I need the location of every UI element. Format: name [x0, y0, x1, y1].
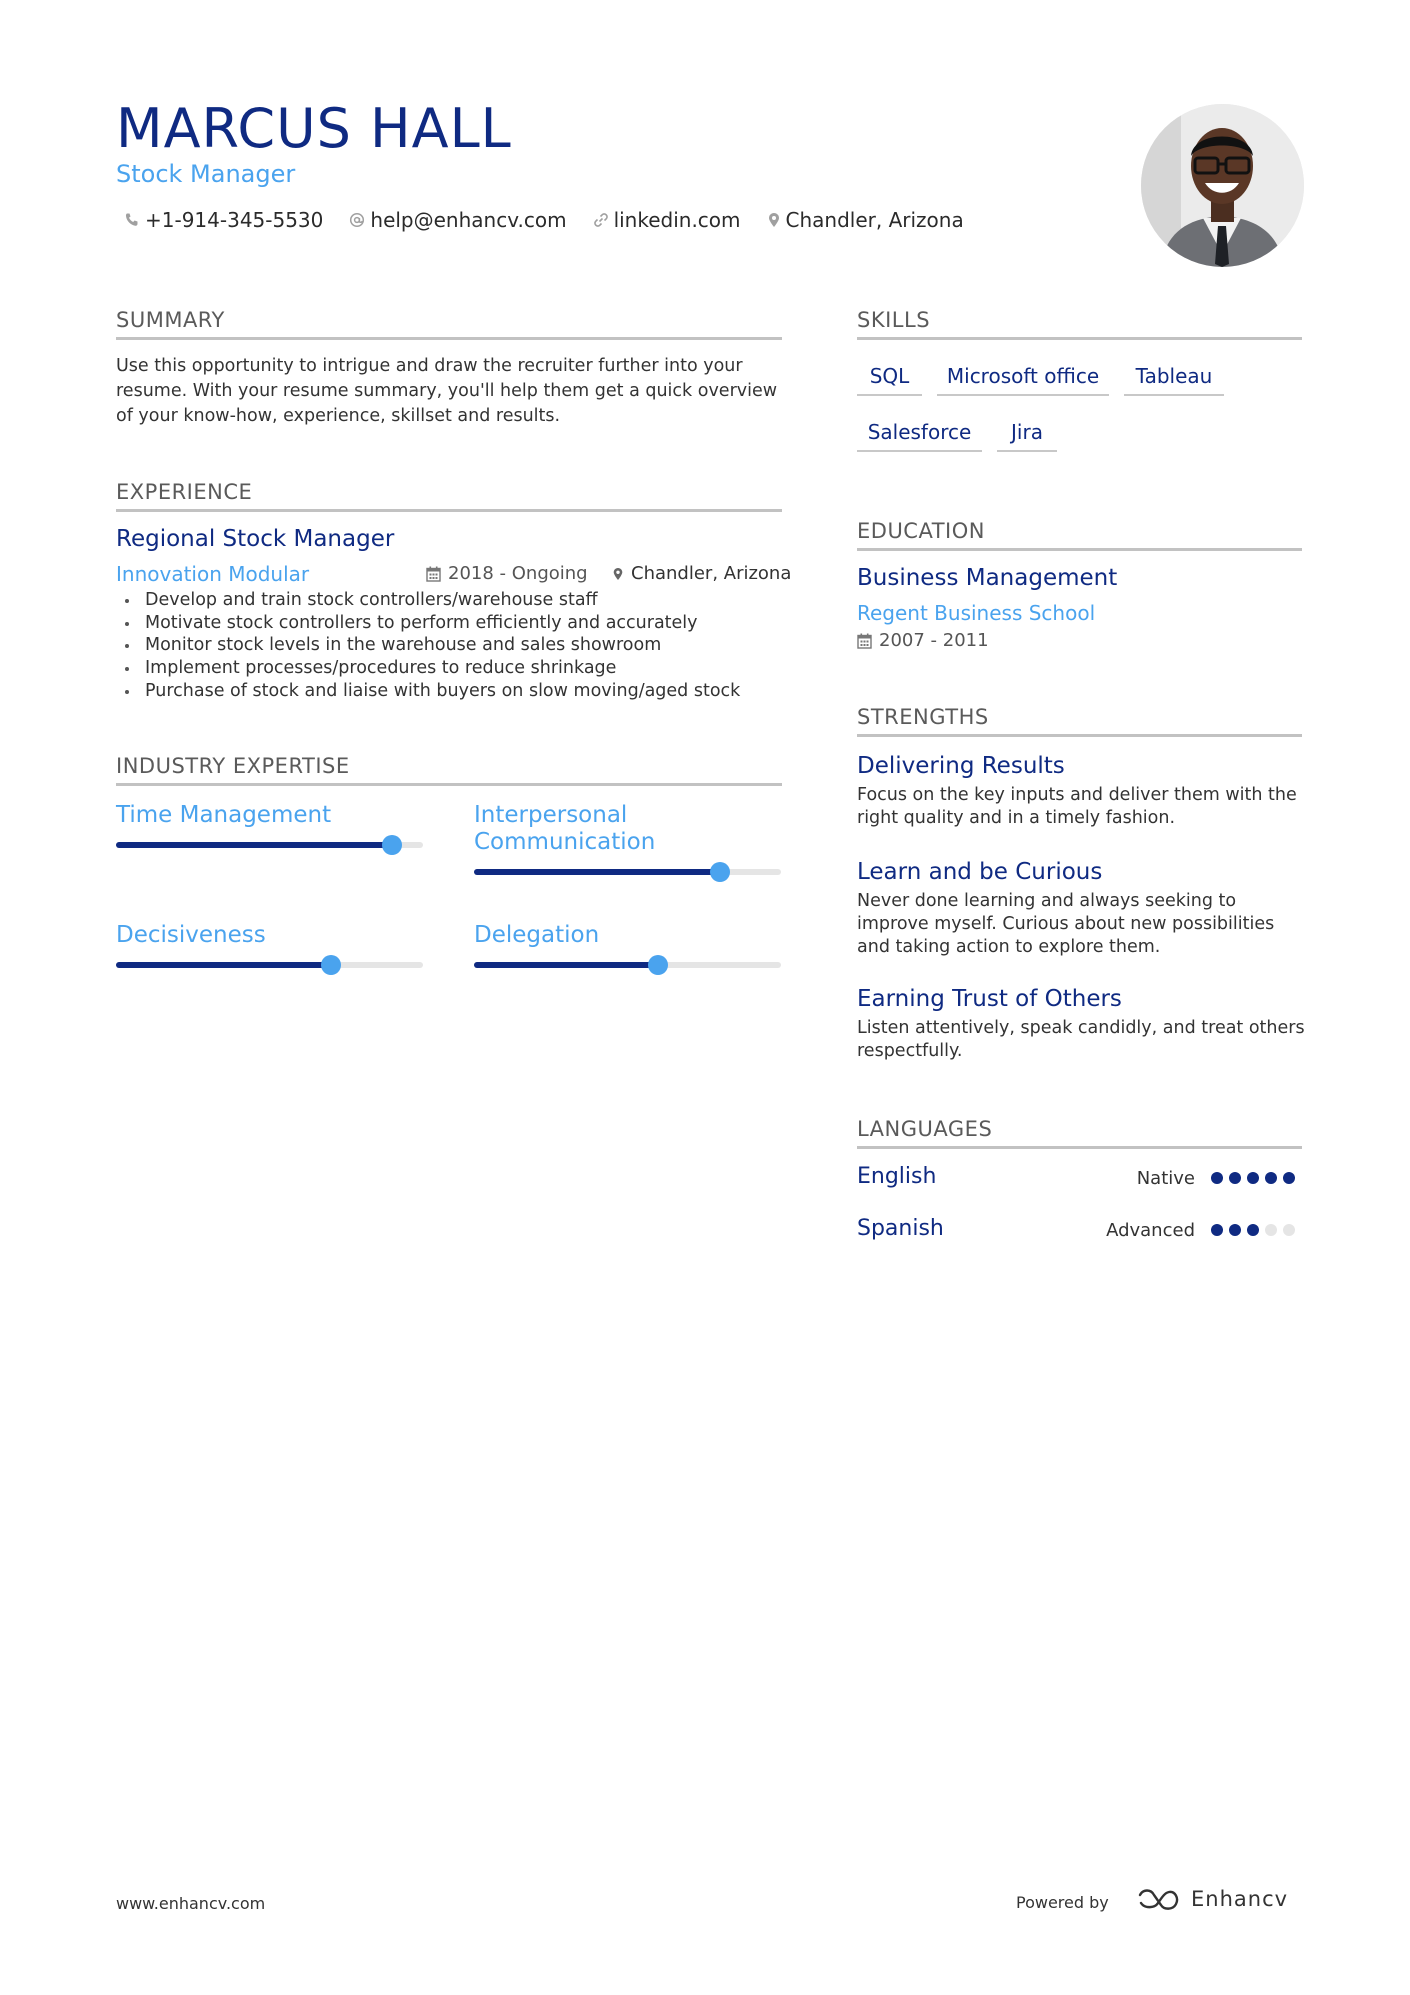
calendar-icon: [857, 633, 872, 649]
proficiency-dot: [1211, 1172, 1223, 1184]
footer-website[interactable]: www.enhancv.com: [116, 1894, 266, 1913]
strength-title: Earning Trust of Others: [857, 986, 1122, 1012]
strength-item: [857, 858, 1307, 959]
expertise-item: [474, 922, 784, 982]
proficiency-dot: [1283, 1224, 1295, 1236]
expertise-track: [474, 962, 781, 968]
expertise-item: [474, 802, 784, 892]
job-title: Stock Manager: [116, 160, 296, 188]
education-school: Regent Business School: [857, 601, 1096, 625]
language-dots: [1211, 1172, 1301, 1184]
expertise-track: [474, 869, 781, 875]
proficiency-dot: [1247, 1172, 1259, 1184]
experience-location: [612, 563, 791, 584]
strength-title: Learn and be Curious: [857, 859, 1103, 885]
avatar: [1141, 104, 1304, 267]
language-level: Native: [1136, 1168, 1195, 1189]
bullet-item: Develop and train stock controllers/warehouse staff: [116, 589, 740, 612]
education-degree: Business Management: [857, 565, 1118, 591]
strength-desc: Never done learning and always seeking to improve myself. Curious about new possibilities and taking action to explore them.: [857, 891, 1275, 957]
strength-title: Delivering Results: [857, 753, 1065, 779]
strength-item: [857, 985, 1307, 1063]
at-icon: [349, 212, 365, 228]
candidate-name: MARCUS HALL: [116, 97, 512, 160]
contact-phone[interactable]: [124, 208, 323, 232]
expertise-label: Interpersonal Communication: [474, 802, 656, 855]
proficiency-dot: [1229, 1224, 1241, 1236]
bullet-item: Purchase of stock and liaise with buyers on slow moving/aged stock: [116, 680, 740, 703]
language-name: English: [857, 1164, 937, 1189]
experience-role: Regional Stock Manager: [116, 526, 395, 552]
experience-bullets: [116, 589, 740, 703]
skill-tag: SQL: [857, 360, 922, 396]
expertise-label: Time Management: [116, 802, 332, 828]
expertise-knob: [648, 955, 668, 975]
language-dots: [1211, 1224, 1301, 1236]
expertise-label: Delegation: [474, 922, 600, 948]
phone-icon: [124, 212, 140, 228]
summary-text: Use this opportunity to intrigue and draw the recruiter further into your resume. With your resume summary, you'll help them get a quick overview of your know-how, experience, skillset and results.: [116, 356, 778, 426]
skill-tag: Microsoft office: [937, 360, 1109, 396]
bullet-item: Monitor stock levels in the warehouse and sales showroom: [116, 634, 740, 657]
contact-email[interactable]: [349, 208, 566, 232]
strength-desc: Listen attentively, speak candidly, and treat others respectfully.: [857, 1018, 1305, 1061]
expertise-label: Decisiveness: [116, 922, 266, 948]
contact-link[interactable]: [593, 208, 741, 232]
enhancv-logo-icon: [1137, 1887, 1183, 1911]
location-text: Chandler, Arizona: [785, 208, 964, 232]
experience-dates: [426, 563, 588, 584]
phone-text: +1-914-345-5530: [145, 208, 324, 232]
expertise-knob: [382, 835, 402, 855]
profile-photo: [1141, 104, 1304, 267]
footer-brand: Enhancv: [1191, 1887, 1289, 1911]
expertise-item: [116, 922, 426, 982]
language-level: Advanced: [1106, 1220, 1195, 1241]
proficiency-dot: [1283, 1172, 1295, 1184]
expertise-fill: [474, 869, 720, 875]
expertise-fill: [116, 962, 331, 968]
language-name: Spanish: [857, 1216, 944, 1241]
expertise-track: [116, 962, 423, 968]
expertise-fill: [116, 842, 392, 848]
experience-location-text: Chandler, Arizona: [631, 563, 792, 584]
expertise-knob: [710, 862, 730, 882]
calendar-icon: [426, 566, 441, 582]
proficiency-dot: [1265, 1172, 1277, 1184]
bullet-item: Implement processes/procedures to reduce shrinkage: [116, 657, 740, 680]
proficiency-dot: [1229, 1172, 1241, 1184]
experience-heading: EXPERIENCE: [116, 476, 782, 512]
experience-dates-text: 2018 - Ongoing: [448, 563, 588, 584]
footer-logo[interactable]: [1137, 1887, 1288, 1911]
bullet-item: Motivate stock controllers to perform efficiently and accurately: [116, 612, 740, 635]
expertise-fill: [474, 962, 658, 968]
link-icon: [593, 212, 609, 228]
location-pin-icon: [767, 212, 781, 228]
languages-heading: LANGUAGES: [857, 1113, 1302, 1149]
strengths-heading: STRENGTHS: [857, 701, 1302, 737]
skill-tag: Jira: [997, 416, 1057, 452]
contact-bar: [124, 208, 990, 232]
skills-heading: SKILLS: [857, 304, 1302, 340]
proficiency-dot: [1211, 1224, 1223, 1236]
email-text: help@enhancv.com: [370, 208, 567, 232]
expertise-item: [116, 802, 426, 862]
expertise-track: [116, 842, 423, 848]
contact-location: [767, 208, 964, 232]
education-dates: [857, 630, 989, 651]
strength-item: [857, 752, 1307, 830]
expertise-knob: [321, 955, 341, 975]
skill-tag: Tableau: [1124, 360, 1224, 396]
proficiency-dot: [1265, 1224, 1277, 1236]
experience-company: Innovation Modular: [116, 562, 310, 586]
proficiency-dot: [1247, 1224, 1259, 1236]
expertise-heading: INDUSTRY EXPERTISE: [116, 750, 782, 786]
location-pin-icon: [612, 566, 624, 582]
summary-heading: SUMMARY: [116, 304, 782, 340]
education-dates-text: 2007 - 2011: [879, 630, 989, 651]
education-heading: EDUCATION: [857, 515, 1302, 551]
link-text: linkedin.com: [613, 208, 741, 232]
skill-tag: Salesforce: [857, 416, 982, 452]
strength-desc: Focus on the key inputs and deliver them with the right quality and in a timely fashion.: [857, 785, 1297, 828]
footer-powered-by: Powered by: [1016, 1893, 1109, 1912]
